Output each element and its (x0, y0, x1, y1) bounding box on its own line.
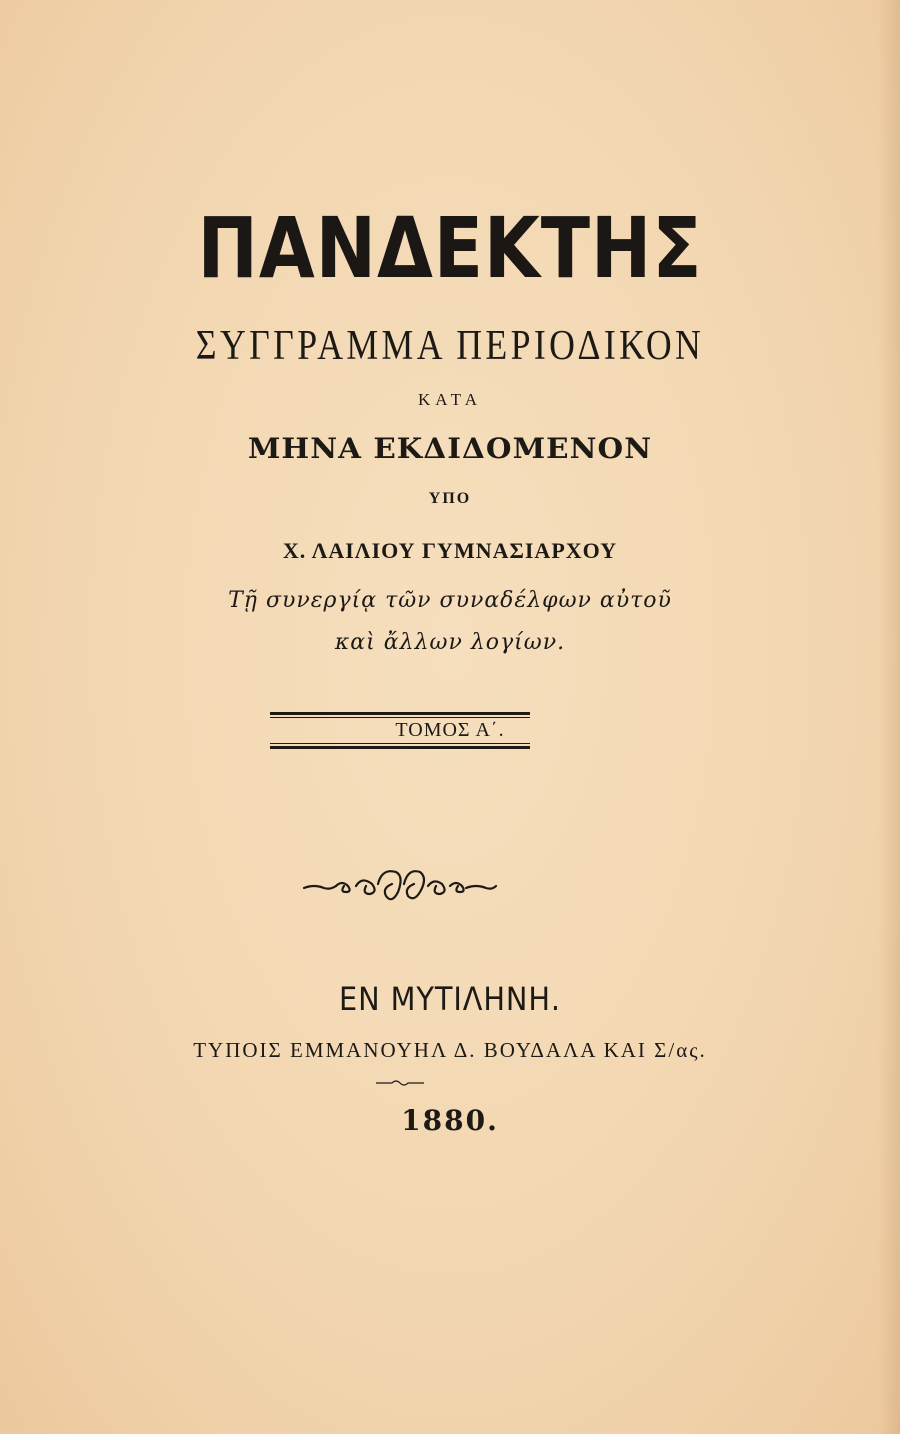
flourish-ornament-icon (300, 862, 500, 908)
collaboration-line-2: καὶ ἄλλων λογίων. (334, 630, 566, 655)
volume-rule-top-thin (270, 717, 530, 718)
small-flourish-icon (374, 1078, 426, 1088)
collaboration-line-1: Τῇ συνεργίᾳ τῶν συναδέλφων αὐτοῦ (228, 588, 672, 613)
author-name: Χ. ΛΑΙΛΙΟΥ ΓΥΜΝΑΣΙΑΡΧΟΥ (282, 538, 618, 563)
page-edge-shadow (878, 0, 900, 1434)
ypo-text: ΥΠΟ (428, 490, 472, 507)
page-title: ΠΑΝΔΕΚΤΗΣ (197, 199, 703, 297)
monthly-text: ΜΗΝΑ ΕΚΔΙΔΟΜΕΝΟΝ (247, 432, 653, 465)
publication-place: ΕΝ ΜΥΤΙΛΗΝΗ. (339, 980, 561, 1018)
volume-rule-bottom-thin (270, 743, 530, 744)
printer-line: ΤΥΠΟΙΣ ΕΜΜΑΝΟΥΗΛ Δ. ΒΟΥΔΑΛΑ ΚΑΙ Σ/ας. (193, 1038, 707, 1062)
volume-rule-bottom-thick (270, 746, 530, 749)
volume-rule-top-thick (270, 712, 530, 715)
kata-text: ΚΑΤΑ (418, 390, 482, 409)
publication-year: 1880. (401, 1104, 499, 1137)
volume-label: ΤΟΜΟΣ Α΄. (395, 719, 505, 741)
page-subtitle: ΣΥΓΓΡΑΜΜΑ ΠΕΡΙΟΔΙΚΟΝ (195, 323, 705, 369)
